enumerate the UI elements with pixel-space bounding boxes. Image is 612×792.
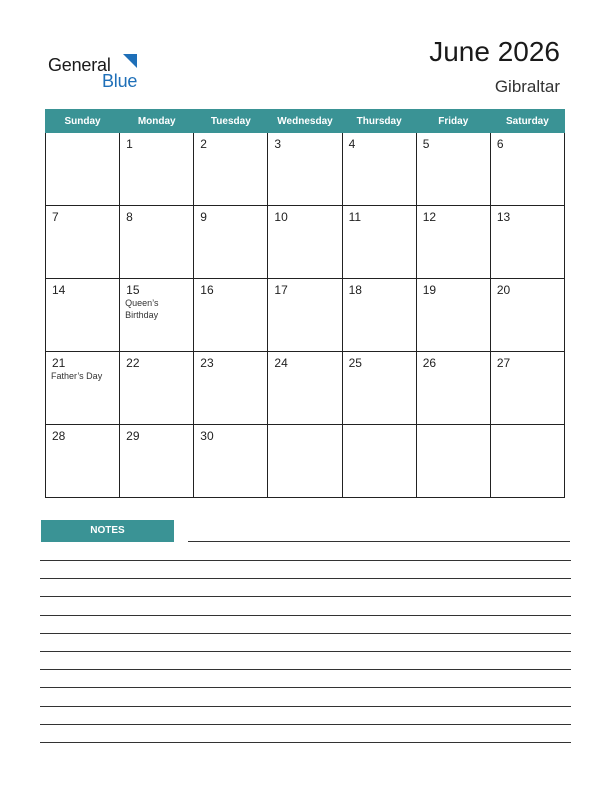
notes-line	[40, 687, 571, 688]
day-cell	[194, 206, 268, 279]
day-number: 26	[422, 356, 437, 370]
day-cell	[416, 133, 490, 206]
day-cell	[120, 206, 194, 279]
day-cell	[268, 206, 342, 279]
day-number: 13	[496, 210, 511, 224]
day-number: 21	[52, 356, 66, 370]
day-cell	[194, 425, 268, 498]
day-number: 6	[496, 137, 504, 151]
day-number: 15	[126, 283, 140, 297]
notes-line	[40, 724, 571, 725]
day-number: 8	[126, 210, 133, 224]
day-cell	[120, 133, 194, 206]
day-number: 4	[348, 137, 356, 151]
day-cell	[120, 279, 194, 352]
day-cell	[268, 425, 342, 498]
region-subtitle: Gibraltar	[494, 77, 560, 96]
day-number: 3	[274, 137, 282, 151]
day-number: 2	[200, 137, 207, 151]
weekday-saturday: Saturday	[490, 110, 564, 133]
day-cell	[416, 279, 490, 352]
notes-line	[188, 541, 570, 542]
day-number: 24	[274, 356, 288, 370]
day-cell	[268, 133, 342, 206]
weekday-wednesday: Wednesday	[268, 110, 342, 133]
weekday-thursday: Thursday	[342, 110, 416, 133]
logo-text-general: General	[48, 55, 111, 75]
generalblue-logo	[48, 52, 158, 92]
day-number: 30	[200, 429, 214, 443]
calendar-grid	[45, 109, 565, 498]
day-number: 9	[200, 210, 207, 224]
holiday-label: Queen’s Birthday	[125, 298, 159, 320]
day-cell	[120, 352, 194, 425]
day-number: 12	[422, 210, 437, 224]
day-number: 22	[126, 356, 140, 370]
logo-text-blue: Blue	[102, 71, 138, 91]
week-row	[46, 279, 565, 352]
notes-line	[40, 633, 571, 634]
week-row	[46, 352, 565, 425]
day-cell	[342, 425, 416, 498]
calendar-body	[46, 133, 565, 498]
weekday-header-row	[46, 110, 565, 133]
day-number: 16	[200, 283, 214, 297]
notes-label: NOTES	[41, 520, 174, 542]
day-cell	[416, 352, 490, 425]
notes-line	[40, 706, 571, 707]
day-cell	[416, 206, 490, 279]
week-row	[46, 206, 565, 279]
notes-line	[40, 651, 571, 652]
week-row	[46, 425, 565, 498]
day-number: 28	[52, 429, 66, 443]
day-cell	[490, 206, 564, 279]
day-number: 18	[348, 283, 362, 297]
day-cell	[268, 279, 342, 352]
weekday-sunday: Sunday	[46, 110, 120, 133]
weekday-tuesday: Tuesday	[194, 110, 268, 133]
day-number: 29	[126, 429, 140, 443]
day-cell	[490, 352, 564, 425]
logo-triangle-icon	[121, 52, 139, 70]
day-cell	[490, 133, 564, 206]
weekday-monday: Monday	[120, 110, 194, 133]
day-cell	[490, 425, 564, 498]
day-number: 25	[348, 356, 362, 370]
weekday-friday: Friday	[416, 110, 490, 133]
holiday-label: Father’s Day	[51, 371, 103, 381]
day-number: 20	[496, 283, 511, 297]
day-cell	[194, 133, 268, 206]
page-title: June 2026	[429, 36, 560, 67]
notes-line	[40, 578, 571, 579]
day-number: 5	[422, 137, 430, 151]
day-cell	[342, 279, 416, 352]
notes-line	[40, 560, 571, 561]
day-cell	[268, 352, 342, 425]
notes-line	[40, 615, 571, 616]
notes-line	[40, 596, 571, 597]
day-cell	[46, 279, 120, 352]
day-number: 1	[126, 137, 133, 151]
day-cell	[46, 425, 120, 498]
day-cell	[46, 352, 120, 425]
day-number: 27	[496, 356, 511, 370]
day-cell	[490, 279, 564, 352]
day-cell	[342, 133, 416, 206]
day-number: 23	[200, 356, 214, 370]
day-cell	[342, 352, 416, 425]
day-number: 14	[52, 283, 66, 297]
day-cell	[46, 133, 120, 206]
notes-line	[40, 669, 571, 670]
day-cell	[194, 279, 268, 352]
day-number: 7	[52, 210, 59, 224]
day-cell	[194, 352, 268, 425]
week-row	[46, 133, 565, 206]
day-number: 17	[274, 283, 288, 297]
day-cell	[46, 206, 120, 279]
notes-line	[40, 742, 571, 743]
day-cell	[120, 425, 194, 498]
day-number: 10	[274, 210, 288, 224]
day-cell	[342, 206, 416, 279]
day-cell	[416, 425, 490, 498]
day-number: 11	[348, 210, 362, 224]
day-number: 19	[422, 283, 437, 297]
